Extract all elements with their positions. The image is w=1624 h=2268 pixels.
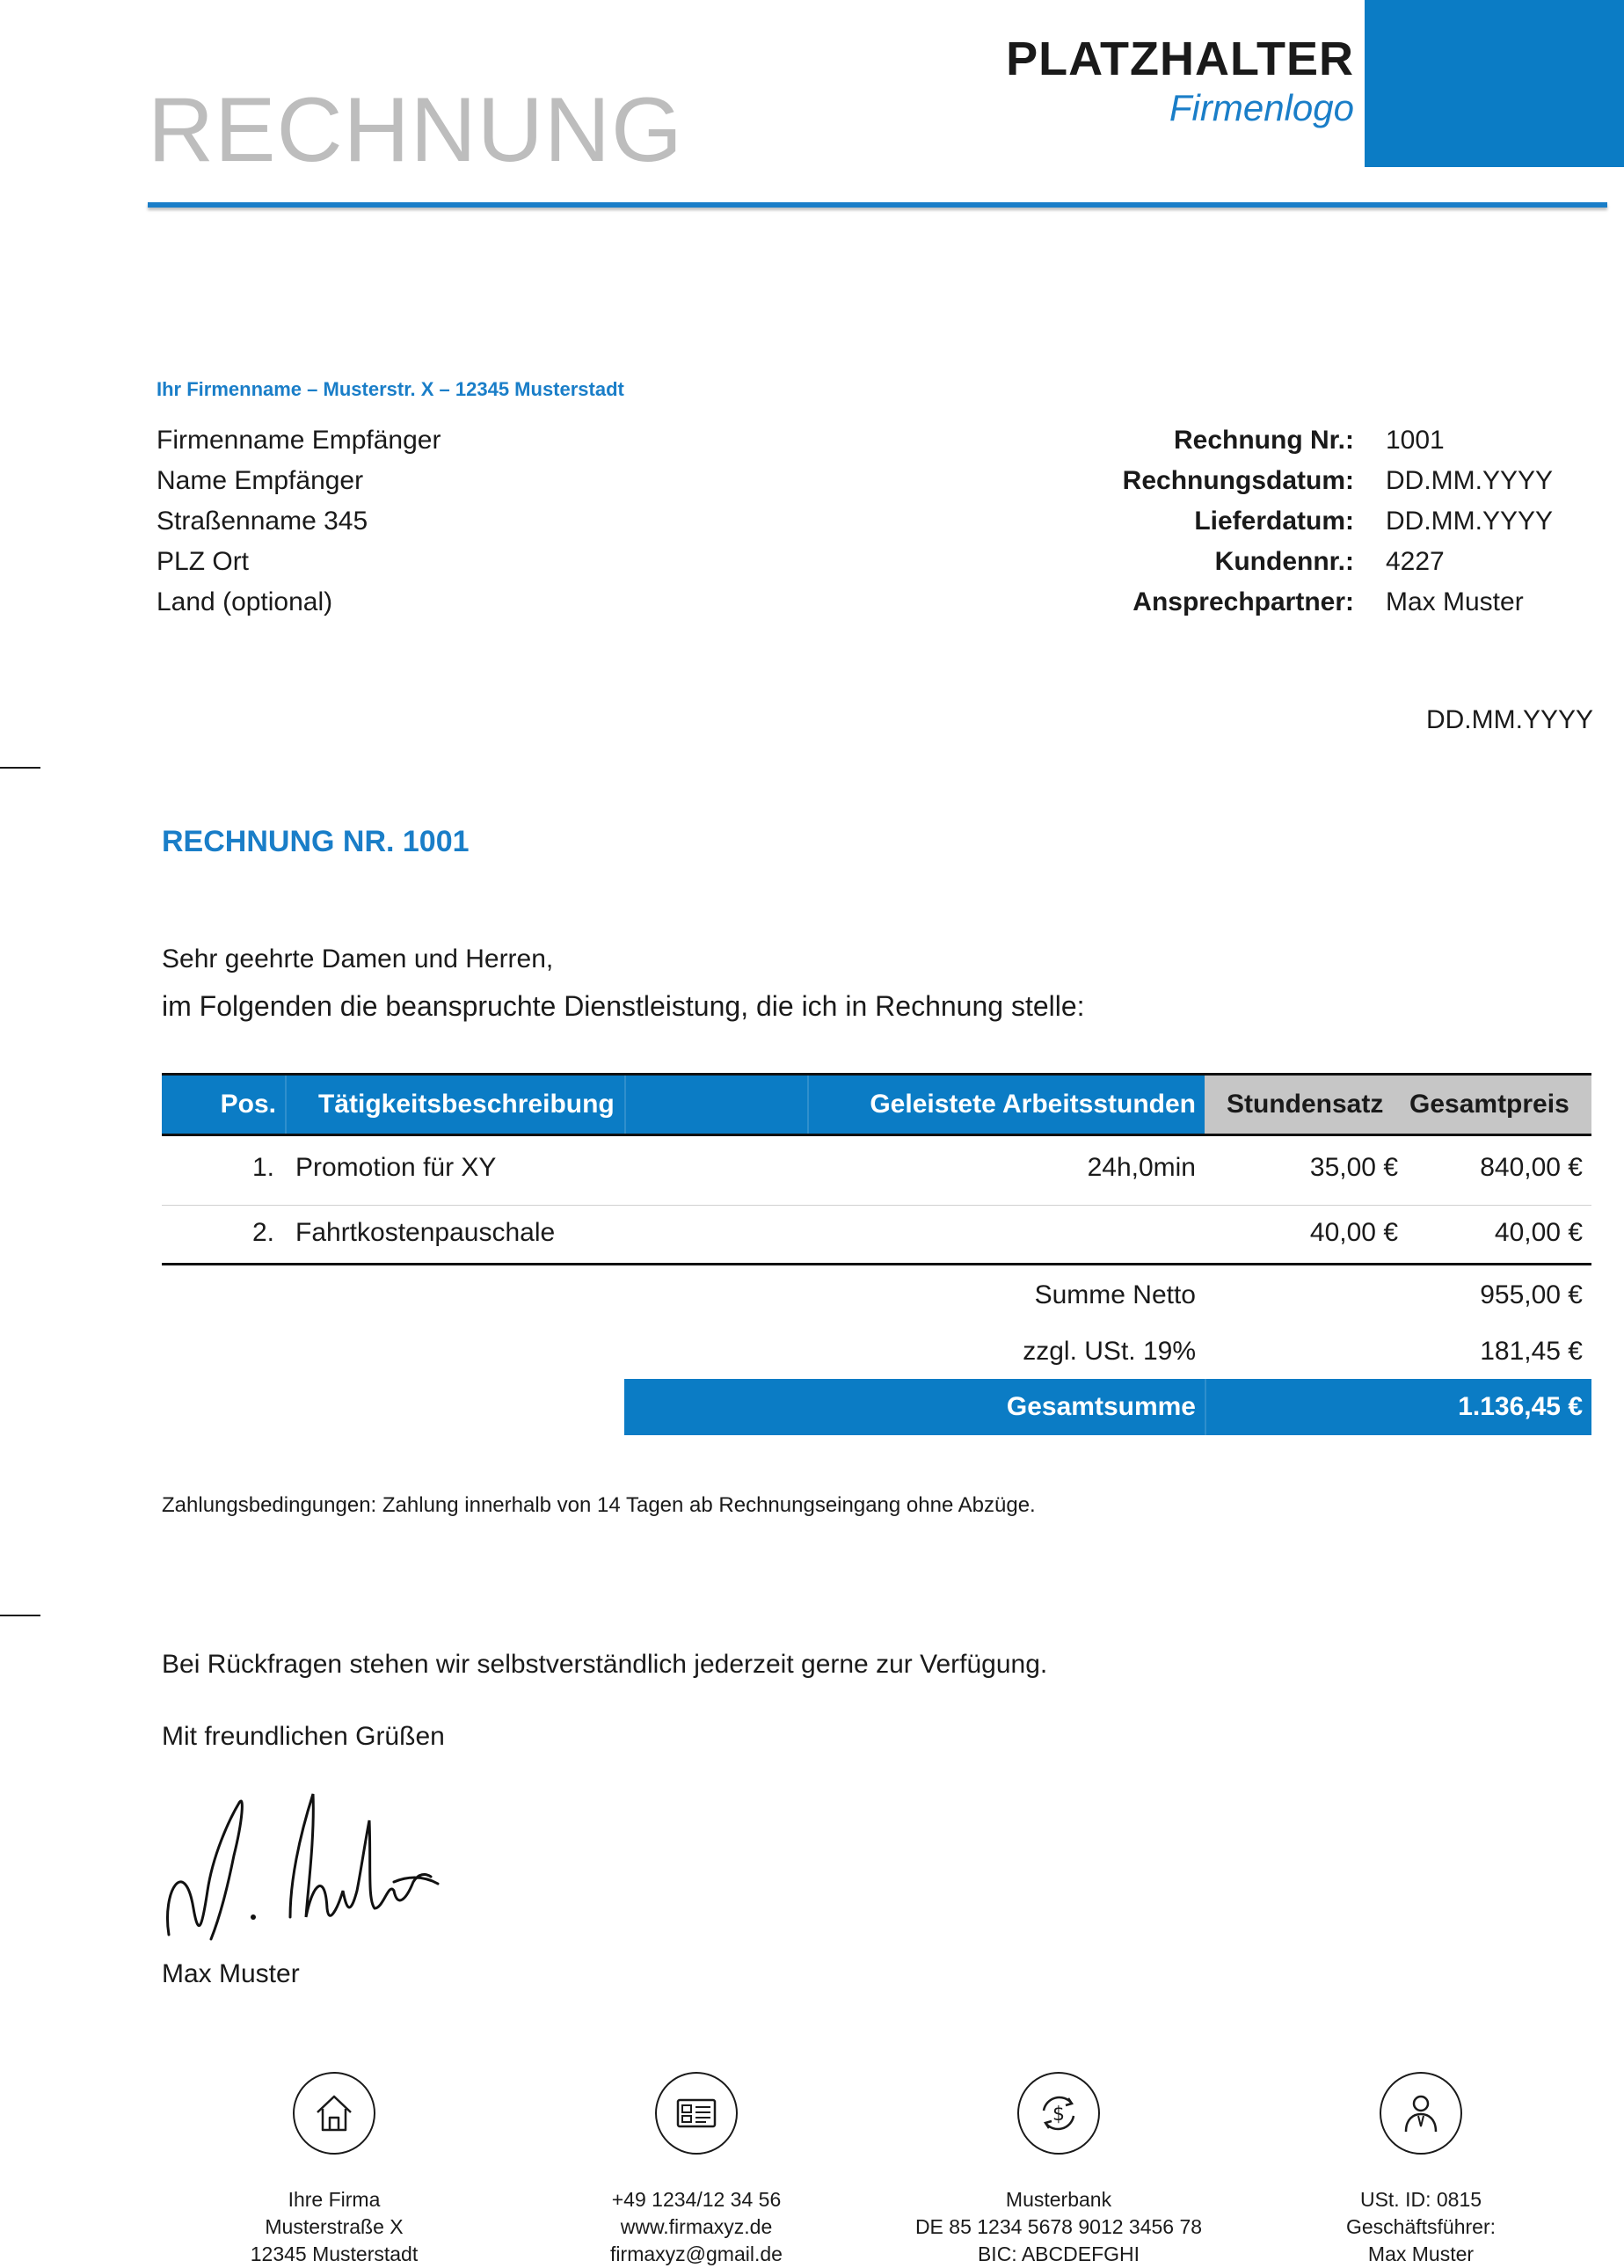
- payment-terms: Zahlungsbedingungen: Zahlung innerhalb von 14 Tagen ab Rechnungseingang ohne Abzüge.: [162, 1493, 1036, 1517]
- vat-value: 181,45 €: [1480, 1337, 1583, 1366]
- meta-value: DD.MM.YYYY: [1386, 466, 1554, 495]
- grand-total-bar: [624, 1379, 1591, 1435]
- row-total: 40,00 €: [1494, 1218, 1583, 1247]
- recipient-address: [157, 420, 441, 623]
- svg-text:$: $: [1052, 2104, 1065, 2126]
- table-bottom-rule: [162, 1263, 1591, 1265]
- house-icon: [293, 2072, 375, 2155]
- fold-mark: [0, 767, 40, 769]
- footer-company: [167, 2072, 501, 2268]
- header-separator: [285, 1076, 287, 1134]
- header-hours-label: Geleistete Arbeitsstunden: [870, 1090, 1196, 1119]
- recipient-line: Firmenname Empfänger: [157, 426, 441, 455]
- footer-bank: [892, 2072, 1226, 2268]
- grand-separator: [1205, 1379, 1206, 1435]
- salutation: Sehr geehrte Damen und Herren,: [162, 944, 554, 974]
- money-exchange-icon: [1017, 2072, 1100, 2155]
- grand-total-label: Gesamtsumme: [1006, 1392, 1196, 1421]
- fold-mark: [0, 1615, 40, 1616]
- row-hours: 24h,0min: [1087, 1153, 1196, 1182]
- meta-label: Ansprechpartner:: [1132, 587, 1354, 616]
- invoice-meta-labels: [967, 420, 1354, 623]
- meta-label: Rechnung Nr.:: [1173, 426, 1354, 455]
- header-description: [285, 1076, 624, 1134]
- row-description: Fahrtkostenpauschale: [295, 1218, 556, 1247]
- regards-text: Mit freundlichen Grüßen: [162, 1722, 445, 1751]
- logo-box: [1365, 0, 1624, 167]
- recipient-line: Name Empfänger: [157, 466, 364, 495]
- header-separator: [624, 1076, 626, 1134]
- signature: [158, 1785, 448, 1961]
- closing-text: Bei Rückfragen stehen wir selbstverständlich jederzeit gerne zur Verfügung.: [162, 1650, 1048, 1679]
- table-header: [162, 1073, 1591, 1136]
- meta-label: Lieferdatum:: [1194, 507, 1354, 536]
- footer-line: Geschäftsführer:: [1345, 2215, 1497, 2238]
- header-separator: [807, 1076, 809, 1134]
- row-pos: 1.: [251, 1153, 274, 1182]
- meta-value: 1001: [1386, 426, 1445, 455]
- meta-value: DD.MM.YYYY: [1386, 507, 1554, 536]
- row-total: 840,00 €: [1480, 1153, 1583, 1182]
- net-sum-label: Summe Netto: [1034, 1280, 1196, 1309]
- signer-name: Max Muster: [162, 1959, 300, 1988]
- id-card-icon: [655, 2072, 738, 2155]
- header-hours: [624, 1076, 1205, 1134]
- table-row: [162, 1201, 1591, 1265]
- footer-contact: [529, 2072, 863, 2268]
- header-rate-label: Stundensatz: [1227, 1090, 1384, 1119]
- sender-line: Ihr Firmenname – Musterstr. X – 12345 Musterstadt: [157, 378, 624, 400]
- footer-line: Musterbank: [1005, 2188, 1112, 2211]
- footer-tax: [1254, 2072, 1588, 2268]
- meta-label: Kundennr.:: [1214, 547, 1354, 576]
- header-pos-label: Pos.: [220, 1090, 276, 1119]
- footer-line: 12345 Musterstadt: [250, 2242, 419, 2265]
- footer-line: USt. ID: 0815: [1359, 2188, 1482, 2211]
- footer-line: DE 85 1234 5678 9012 3456 78: [914, 2215, 1203, 2238]
- footer-line: +49 1234/12 34 56: [611, 2188, 782, 2211]
- row-description: Promotion für XY: [295, 1153, 497, 1182]
- meta-value: 4227: [1386, 547, 1445, 576]
- header-pos: [162, 1076, 285, 1134]
- recipient-line: Straßenname 345: [157, 507, 368, 536]
- header-total-label: Gesamtpreis: [1409, 1090, 1569, 1119]
- recipient-line: PLZ Ort: [157, 547, 250, 576]
- net-sum-value: 955,00 €: [1480, 1280, 1583, 1309]
- intro-text: im Folgenden die beanspruchte Dienstleistung, die ich in Rechnung stelle:: [162, 990, 1085, 1022]
- header-divider: [148, 202, 1607, 208]
- document-title: RECHNUNG: [148, 79, 683, 181]
- invoice-meta-values: [1386, 420, 1553, 623]
- footer-line: Ihre Firma: [288, 2188, 381, 2211]
- row-rate: 40,00 €: [1309, 1218, 1398, 1247]
- logo-text: PLATZHALTER: [1006, 33, 1354, 85]
- footer-line: Musterstraße X: [265, 2215, 404, 2238]
- meta-label: Rechnungsdatum:: [1122, 466, 1354, 495]
- meta-value: Max Muster: [1386, 587, 1524, 616]
- row-rate: 35,00 €: [1309, 1153, 1398, 1182]
- footer-line: BIC: ABCDEFGHI: [977, 2242, 1140, 2265]
- row-pos: 2.: [251, 1218, 274, 1247]
- footer-line[interactable]: firmaxyz@gmail.de: [610, 2242, 783, 2265]
- header-description-label: Tätigkeitsbeschreibung: [318, 1090, 615, 1119]
- document-date: DD.MM.YYYY: [1425, 705, 1593, 734]
- footer-line[interactable]: www.firmaxyz.de: [620, 2215, 773, 2238]
- recipient-line: Land (optional): [157, 587, 333, 616]
- footer-line: Max Muster: [1367, 2242, 1475, 2265]
- vat-label: zzgl. USt. 19%: [1023, 1337, 1196, 1366]
- logo-subtext: Firmenlogo: [1169, 87, 1354, 128]
- table-row: [162, 1136, 1591, 1200]
- invoice-heading: RECHNUNG NR. 1001: [162, 825, 470, 858]
- grand-total-value: 1.136,45 €: [1458, 1392, 1583, 1421]
- businessman-icon: [1380, 2072, 1462, 2155]
- header-rate-total: [1205, 1076, 1591, 1134]
